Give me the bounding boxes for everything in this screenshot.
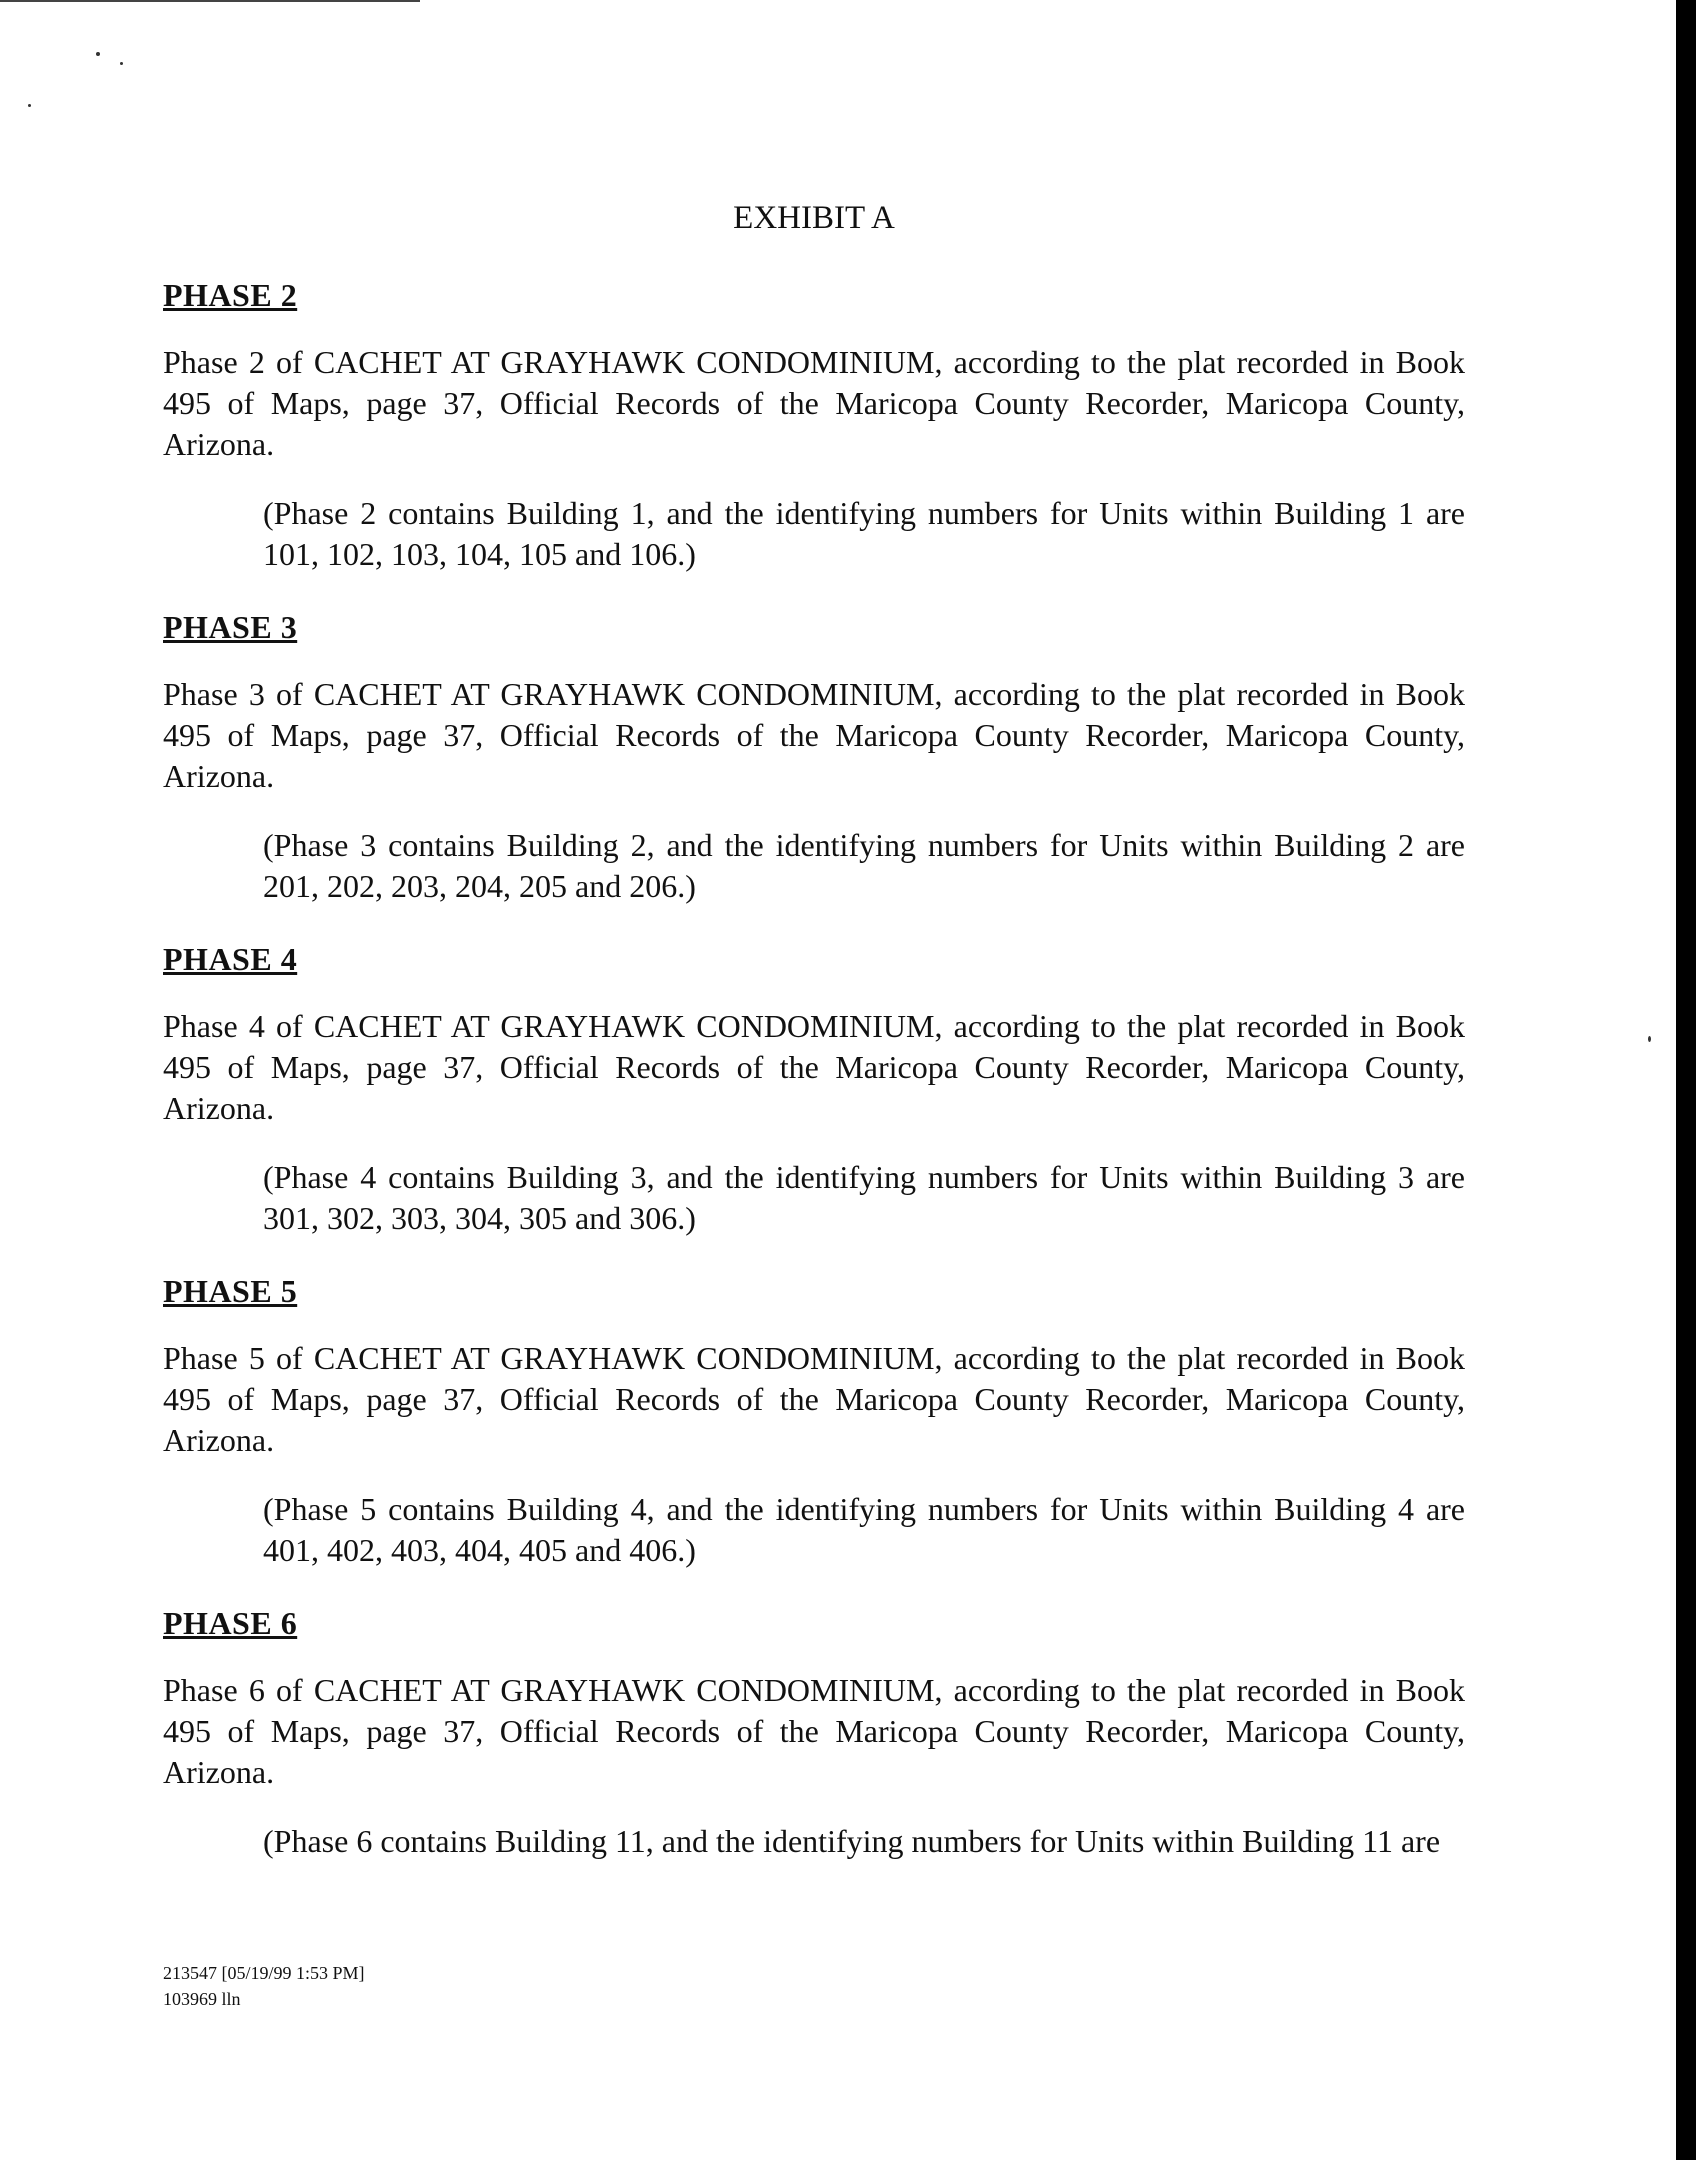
document-footer <box>163 1960 365 2012</box>
phase-heading: PHASE 6 <box>163 1605 298 1641</box>
scan-speck <box>96 52 100 56</box>
scan-speck <box>120 62 123 65</box>
phase-note: (Phase 4 contains Building 3, and the identifying numbers for Units within Building 3 are 301, 302, 303, 304, 305 and 306.) <box>263 1159 1465 1236</box>
phase-heading: PHASE 3 <box>163 609 298 645</box>
document-body <box>163 200 1465 1896</box>
phase-note: (Phase 2 contains Building 1, and the identifying numbers for Units within Building 1 are 101, 102, 103, 104, 105 and 106.) <box>263 495 1465 572</box>
scan-top-line <box>0 0 420 2</box>
phase-section <box>163 609 1465 907</box>
phase-description: Phase 2 of CACHET AT GRAYHAWK CONDOMINIUM, according to the plat recorded in Book 495 of Maps, page 37, Official Records of the Maricopa County Recorder, Maricopa County, Arizona. <box>163 344 1465 462</box>
phase-description: Phase 5 of CACHET AT GRAYHAWK CONDOMINIUM, according to the plat recorded in Book 495 of Maps, page 37, Official Records of the Maricopa County Recorder, Maricopa County, Arizona. <box>163 1340 1465 1458</box>
footer-ref: 103969 lln <box>163 1989 241 2009</box>
phase-description: Phase 4 of CACHET AT GRAYHAWK CONDOMINIUM, according to the plat recorded in Book 495 of Maps, page 37, Official Records of the Maricopa County Recorder, Maricopa County, Arizona. <box>163 1008 1465 1126</box>
scan-speck <box>28 104 31 107</box>
scan-speck <box>1648 1036 1651 1042</box>
phase-description: Phase 6 of CACHET AT GRAYHAWK CONDOMINIUM, according to the plat recorded in Book 495 of Maps, page 37, Official Records of the Maricopa County Recorder, Maricopa County, Arizona. <box>163 1672 1465 1790</box>
phase-section <box>163 277 1465 575</box>
phase-note: (Phase 5 contains Building 4, and the identifying numbers for Units within Building 4 are 401, 402, 403, 404, 405 and 406.) <box>263 1491 1465 1568</box>
phase-description: Phase 3 of CACHET AT GRAYHAWK CONDOMINIUM, according to the plat recorded in Book 495 of Maps, page 37, Official Records of the Maricopa County Recorder, Maricopa County, Arizona. <box>163 676 1465 794</box>
phase-note: (Phase 3 contains Building 2, and the identifying numbers for Units within Building 2 are 201, 202, 203, 204, 205 and 206.) <box>263 827 1465 904</box>
phase-heading: PHASE 5 <box>163 1273 298 1309</box>
phase-section <box>163 1273 1465 1571</box>
scan-right-edge <box>1676 0 1696 2160</box>
phase-heading: PHASE 4 <box>163 941 298 977</box>
phase-heading: PHASE 2 <box>163 277 298 313</box>
phase-note: (Phase 6 contains Building 11, and the identifying numbers for Units within Building 11 are <box>263 1823 1441 1859</box>
exhibit-title: EXHIBIT A <box>733 200 895 236</box>
phase-section <box>163 941 1465 1239</box>
footer-doc-id: 213547 [05/19/99 1:53 PM] <box>163 1963 365 1983</box>
phase-section <box>163 1605 1465 1862</box>
